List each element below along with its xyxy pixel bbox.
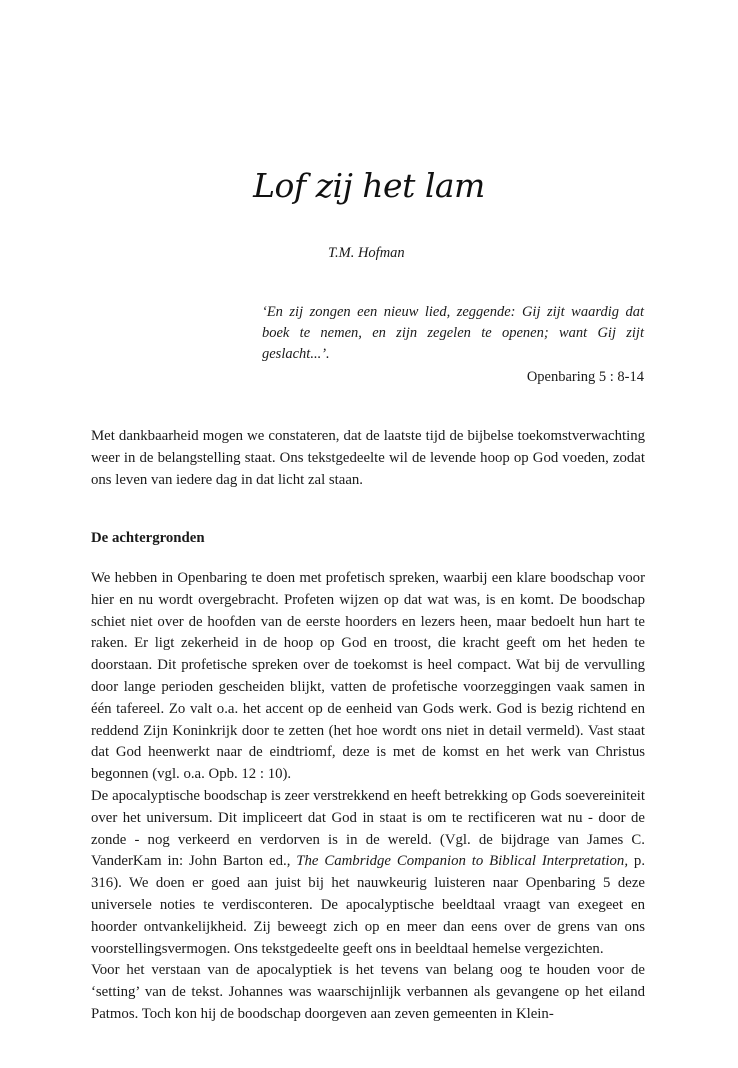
body-text — [91, 568, 645, 1026]
section-heading: De achtergronden — [91, 530, 205, 546]
paragraph-2-part-2: p. 316). We doen er goed aan juist bij het nauwkeurig luisteren naar Openbaring 5 deze universele noties te verdisconteren. De apocalyptische beeldtaal vraagt van exegeet en hoorder ontvankelijkheid. Zij beweegt zich op en meer dan eens over de grens van ons voorstellingsvermogen. Ons tekstgedeelte geeft ons in beeldtaal hemelse vergezichten. — [91, 853, 646, 957]
intro-text: Met dankbaarheid mogen we constateren, dat de laatste tijd de bijbelse toekomstverwachting weer in de belangstelling staat. Ons tekstgedeelte wil de levende hoop op God voeden, zodat ons leven van iedere dag in dat licht zal staan. — [91, 428, 645, 488]
paragraph-2 — [91, 786, 645, 960]
paragraph-2-part-1: De apocalyptische boodschap is zeer verstrekkend en heeft betrekking op Gods soevereiniteit over het universum. Dit impliceert dat God in staat is om te rectificeren wat nu - door de zonde - nog verkeerd en verdorven is in de wereld. (Vgl. de bijdrage van James C. VanderKam in: John Barton ed., — [91, 787, 645, 870]
page-title: Lof zij het lam — [253, 166, 485, 205]
paragraph-1: We hebben in Openbaring te doen met profetisch spreken, waarbij een klare boodschap voor hier en nu wordt overgebracht. Profeten wijzen op dat wat was, is en komt. De boodschap schiet niet over de hoofden van de eerste hoorders en lezers heen, maar bedoelt hun hart te raken. Er ligt zekerheid in de hoop op God en troost, die kracht geeft om het heden te doorstaan. Dit profetische spreken over de toekomst is heel compact. Wat bij de vervulling door lange perioden gescheiden blijkt, vatten de profetische voorzeggingen vaak samen in één tafereel. Zo valt o.a. het accent op de eenheid van Gods werk. God is bezig richtend en reddend Zijn Koninkrijk door te zetten (het hoe wordt ons niet in detail vermeld). Vast staat dat God heenwerkt naar de eindtriomf, deze is met de komst en het werk van Christus begonnen (vgl. o.a. Opb. 12 : 10). — [91, 570, 645, 783]
author-name: T.M. Hofman — [328, 245, 405, 261]
book-title: The Cambridge Companion to Biblical Interpretation, — [296, 853, 629, 870]
paragraph-3: Voor het verstaan van de apocalyptiek is het tevens van belang oog te houden voor de ‘setting’ van de tekst. Johannes was waarschijnlijk verbannen als gevangene op het eiland Patmos. Toch kon hij de boodschap doorgeven aan zeven gemeenten in Klein- — [91, 962, 645, 1022]
epigraph-reference: Openbaring 5 : 8-14 — [526, 369, 644, 385]
intro-paragraph — [91, 426, 645, 491]
epigraph-quote: ‘En zij zongen een nieuw lied, zeggende: Gij zijt waardig dat boek te nemen, en zijn zegelen te openen; want Gij zijt geslacht...’. — [262, 304, 644, 362]
